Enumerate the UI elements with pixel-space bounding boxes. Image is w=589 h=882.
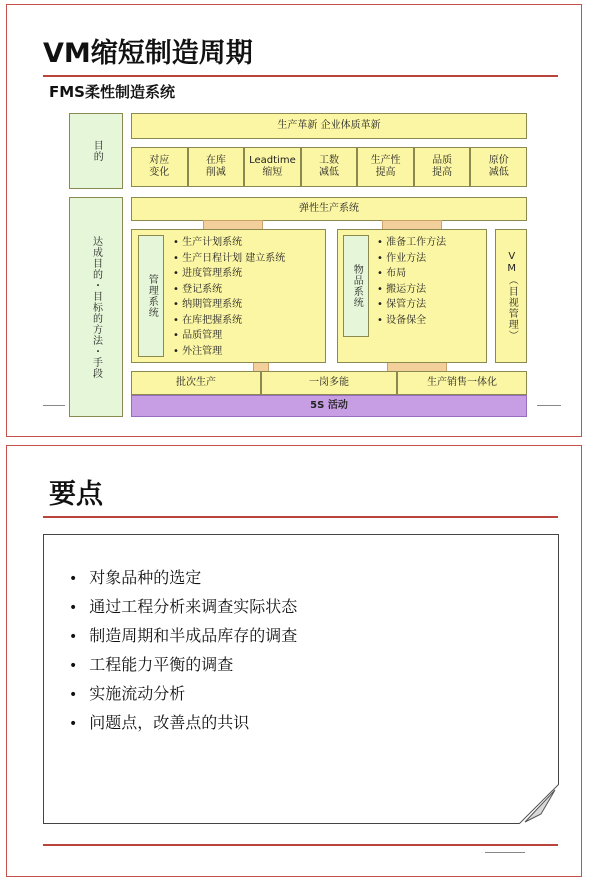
list-item: • 设备保全 [377, 313, 446, 329]
list-item: • 纳期管理系统 [173, 297, 285, 313]
list-item: • 工程能力平衡的调查 [69, 651, 297, 680]
list-item: • 制造周期和半成品库存的调查 [69, 622, 297, 651]
goal-cell: 原价 减低 [470, 147, 527, 187]
list-item: • 登记系统 [173, 282, 285, 298]
list-item: • 问题点，改善点的共识 [69, 709, 297, 738]
slide-key-points [6, 445, 582, 877]
goods-items-list [377, 235, 446, 328]
mgmt-items-list [173, 235, 285, 359]
list-item: • 保管方法 [377, 297, 446, 313]
footer-rule [43, 844, 558, 846]
page-curl-icon [519, 784, 559, 824]
list-item: • 在库把握系统 [173, 313, 285, 329]
list-item: • 搬运方法 [377, 282, 446, 298]
slide-vm-cycle [6, 4, 582, 437]
list-item: • 品质管理 [173, 328, 285, 344]
goal-cell: 对应 变化 [131, 147, 188, 187]
goal-cell: Leadtime 缩短 [244, 147, 301, 187]
list-item: • 生产日程计划 建立系统 [173, 251, 285, 267]
goods-system-label: 物品系统 [343, 235, 369, 337]
elastic-production-bar: 弹性生产系统 [131, 197, 527, 221]
title-rule [43, 516, 558, 518]
vm-visual-mgmt-box: VM（目视管理） [495, 229, 527, 363]
list-item: • 生产计划系统 [173, 235, 285, 251]
list-item: • 准备工作方法 [377, 235, 446, 251]
mgmt-system-label: 管理系统 [138, 235, 164, 357]
title-rule [43, 75, 558, 77]
decor-line [537, 405, 561, 406]
list-item: • 对象品种的选定 [69, 564, 297, 593]
five-s-activity-bar: 5S 活动 [131, 395, 527, 417]
goal-cell: 生产性 提高 [357, 147, 414, 187]
list-item: • 通过工程分析来调查实际状态 [69, 593, 297, 622]
list-item: • 布局 [377, 266, 446, 282]
decor-line [485, 852, 525, 853]
list-item: • 作业方法 [377, 251, 446, 267]
list-item: • 进度管理系统 [173, 266, 285, 282]
batch-production-cell: 批次生产 [131, 371, 261, 395]
goal-cell: 品质 提高 [414, 147, 471, 187]
slide-title: VM缩短制造周期 [43, 38, 253, 69]
slide-title: 要点 [49, 479, 103, 510]
goal-label-box: 目的 [69, 113, 123, 189]
prod-sales-integration-cell: 生产销售一体化 [397, 371, 527, 395]
key-points-list [69, 564, 297, 738]
diagram-subtitle: FMS柔性制造系统 [49, 83, 175, 101]
method-label-box: 达成目的・目标的方法・手段 [69, 197, 123, 417]
top-banner: 生产革新 企业体质革新 [131, 113, 527, 139]
list-item: • 外注管理 [173, 344, 285, 360]
goal-cell: 在库 削减 [188, 147, 245, 187]
goal-cell: 工数 减低 [301, 147, 358, 187]
decor-line [43, 405, 65, 406]
multi-skill-cell: 一岗多能 [261, 371, 397, 395]
list-item: • 实施流动分析 [69, 680, 297, 709]
